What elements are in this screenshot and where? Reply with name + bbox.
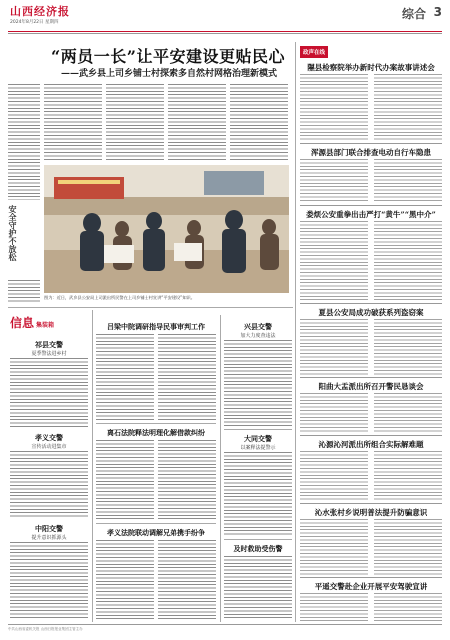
brief-1-body — [10, 358, 88, 428]
right-story-8-body — [300, 593, 368, 621]
right-headline-3: 娄烦公安重拳出击严打“黄牛”“黑中介” — [306, 210, 436, 219]
middle2-story-2-body — [224, 452, 292, 536]
right-story-3-body — [300, 221, 368, 301]
divider — [300, 435, 442, 436]
right-story-4-body-b — [374, 319, 442, 375]
right-headline-2: 浑源县部门联合排查电动自行车隐患 — [311, 148, 431, 157]
main-story-body-left-lower — [8, 280, 40, 302]
right-story-8-body-b — [374, 593, 442, 621]
right-story-6-body — [300, 451, 368, 501]
middle2-sub-2: 以案释法提警示 — [240, 445, 276, 451]
news-photo — [44, 165, 289, 293]
right-headline-1: 隰县检察院举办新时代办案故事讲述会 — [307, 63, 435, 72]
middle-story-1-body — [96, 334, 154, 420]
news-photo-illustration — [44, 165, 289, 293]
middle-story-3-body-b — [158, 540, 216, 620]
middle-headline-3: 孝义法院联动调解兄弟携手纷争 — [107, 528, 205, 537]
middle-story-3-body — [96, 540, 154, 620]
right-story-2-body — [300, 159, 368, 203]
main-story-body-col1 — [44, 84, 102, 160]
section-tag: 政声在线 — [300, 46, 328, 58]
right-story-5-body-b — [374, 393, 442, 433]
right-story-4-body — [300, 319, 368, 375]
right-story-5-body — [300, 393, 368, 433]
masthead — [0, 0, 450, 32]
main-story-body-col3 — [168, 84, 226, 160]
brief-3-body — [10, 542, 88, 620]
section-divider — [224, 539, 292, 540]
right-story-7-body — [300, 519, 368, 575]
right-headline-8: 平遥交警赴企业开展平安驾驶宣讲 — [314, 582, 428, 591]
middle-story-2-body — [96, 440, 154, 520]
middle2-headline-1: 兴县交警 — [244, 322, 272, 331]
middle-story-2-body-b — [158, 440, 216, 520]
page-number: 3 — [433, 5, 442, 19]
section-divider — [96, 423, 216, 424]
middle-story-1-body-b — [158, 334, 216, 420]
section-label: 综合 — [401, 7, 426, 21]
divider — [300, 205, 442, 206]
right-story-7-body-b — [374, 519, 442, 575]
middle2-headline-3: 及时救助受伤警 — [233, 544, 283, 553]
right-headline-6: 沁源沁河派出所组合实际解难题 — [318, 440, 424, 449]
right-story-1-body — [300, 74, 368, 140]
main-story-body-left — [8, 84, 40, 200]
brief-3-head: 中阳交警 — [35, 524, 63, 533]
main-story-body-col2 — [106, 84, 164, 160]
right-headline-5: 阳曲大盂派出所召开警民恳谈会 — [318, 382, 424, 391]
section-divider — [96, 523, 216, 524]
brief-2-body — [10, 451, 88, 519]
middle-headline-2: 离石法院释法明理化解借款纠纷 — [107, 428, 205, 437]
vertical-sidebar-slogan — [8, 205, 40, 275]
column-divider — [92, 310, 93, 622]
brief-2-sub: 宣传活动进集市 — [31, 444, 67, 450]
main-story-body-col4 — [230, 84, 288, 160]
masthead-rule — [8, 31, 442, 32]
brief-1-sub: 夏季警法进乡村 — [31, 351, 67, 357]
divider — [300, 303, 442, 304]
vertical-slogan-text: 安全守护不放松 — [8, 205, 18, 261]
section-divider — [224, 429, 292, 430]
divider — [300, 503, 442, 504]
newspaper-logo: 山西经济报 — [10, 5, 70, 18]
right-headline-4: 夏县公安局成功破获系列盗窃案 — [318, 308, 424, 317]
briefs-logo-sub: 集装箱 — [36, 322, 55, 329]
right-headline-7: 沁水张村乡说明普法提升防骗意识 — [314, 508, 428, 517]
brief-1-head: 祁县交警 — [35, 340, 63, 349]
brief-2-head: 孝义交警 — [35, 433, 63, 442]
section-divider — [8, 307, 293, 308]
photo-caption: 图为：近日，武乡县公安局上司派出所民警在上司乡铺士村宣讲“平安建设”知识。 — [44, 295, 195, 300]
main-headline: “两员一长”让平安建设更贴民心 — [51, 47, 285, 66]
middle2-story-3-body — [224, 556, 292, 620]
divider — [300, 377, 442, 378]
middle2-story-1-body — [224, 340, 292, 426]
divider — [300, 143, 442, 144]
right-story-3-body-b — [374, 221, 442, 301]
right-story-1-body-b — [374, 74, 442, 140]
column-divider — [295, 42, 296, 622]
middle-headline-1: 吕梁中院调研指导民事审判工作 — [107, 322, 205, 331]
right-column-header — [300, 46, 442, 58]
divider — [300, 577, 442, 578]
masthead-rule-thin — [8, 33, 442, 34]
column-divider — [220, 315, 221, 622]
right-story-6-body-b — [374, 451, 442, 501]
briefs-logo-main: 信息 — [10, 316, 35, 330]
main-subhead: ——武乡县上司乡铺士村探索多自然村网格治理新模式 — [60, 69, 277, 79]
footer-text: 中共山西省委机关报 山西日报报业集团主管主办 — [8, 627, 83, 631]
middle2-headline-2: 大同交警 — [244, 434, 272, 443]
brief-3-sub: 提升意识抓源头 — [31, 535, 67, 541]
briefs-logo — [10, 312, 68, 336]
page-footer — [8, 624, 442, 636]
middle2-sub-1: 加大力度查违法 — [240, 333, 276, 339]
issue-date: 2024年8月22日 星期四 — [10, 20, 59, 25]
right-story-2-body-b — [374, 159, 442, 203]
